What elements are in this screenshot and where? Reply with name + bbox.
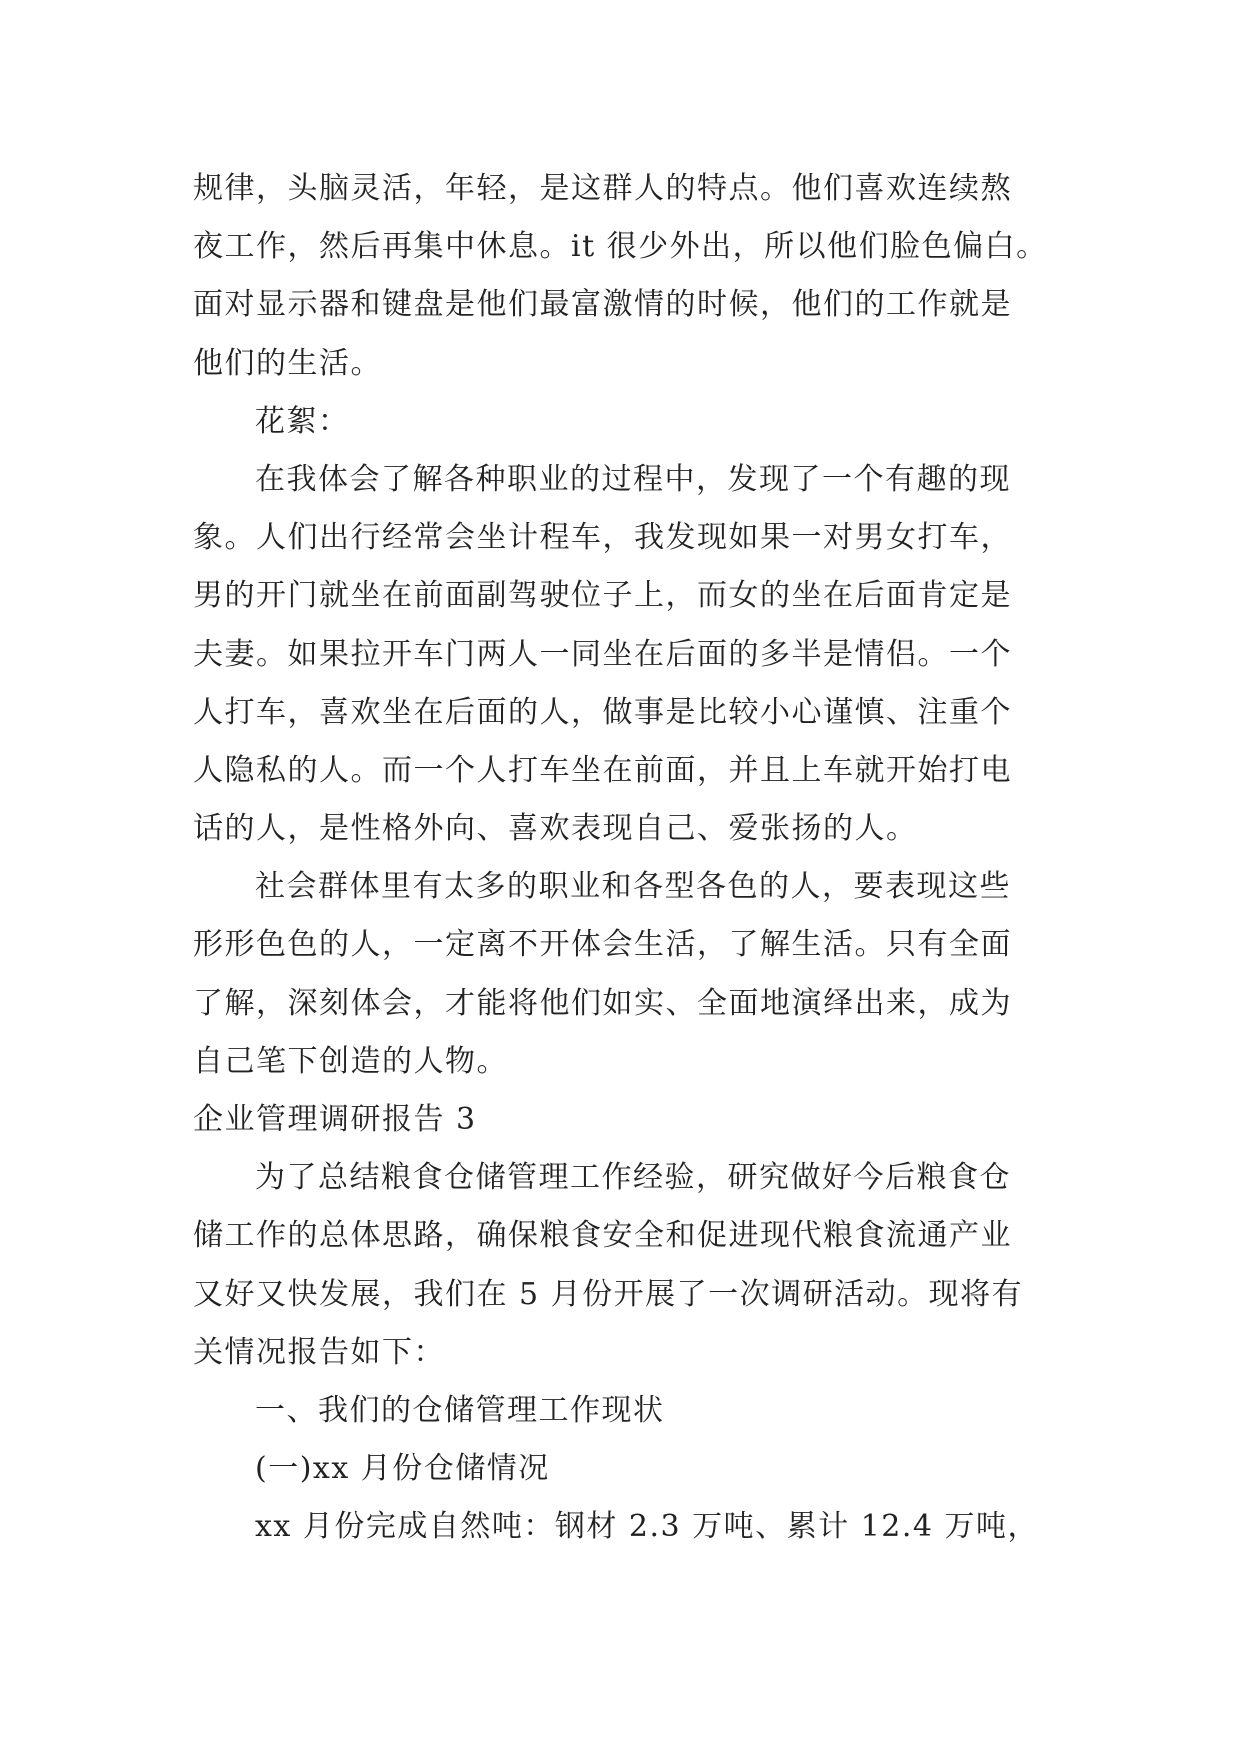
text-line: 面对显示器和键盘是他们最富激情的时候，他们的工作就是 [193,287,1012,323]
text-line: 了解，深刻体会，才能将他们如实、全面地演绎出来，成为 [193,985,1012,1021]
text-line: 夜工作，然后再集中休息。it 很少外出，所以他们脸色偏白。 [193,229,1048,265]
text-line: 储工作的总体思路，确保粮食安全和促进现代粮食流通产业 [193,1218,1012,1254]
document-body [193,160,1083,1557]
text-line: 夫妻。如果拉开车门两人一同坐在后面的多半是情侣。一个 [193,636,1012,672]
text-line: 规律，头脑灵活，年轻，是这群人的特点。他们喜欢连续熬 [193,171,1012,206]
text-line: 他们的生活。 [193,345,382,381]
text-line: xx 月份完成自然吨：钢材 2.3 万吨、累计 12.4 万吨， [255,1509,1040,1545]
text-line: 社会群体里有太多的职业和各型各色的人，要表现这些 [255,869,1011,905]
text-line: 男的开门就坐在前面副驾驶位子上，而女的坐在后面肯定是 [193,578,1012,614]
text-line: 象。人们出行经常会坐计程车，我发现如果一对男女打车， [193,520,1012,556]
subsection-heading: (一)xx 月份仓储情况 [255,1451,550,1487]
section-heading: 企业管理调研报告 3 [193,1102,477,1137]
text-line: 为了总结粮食仓储管理工作经验，研究做好今后粮食仓 [255,1160,1011,1196]
text-line: 又好又快发展，我们在 5 月份开展了一次调研活动。现将有 [193,1276,1024,1312]
text-line: 关情况报告如下： [193,1334,445,1370]
subsection-heading: 一、我们的仓储管理工作现状 [255,1392,665,1428]
text-line: 自己笔下创造的人物。 [193,1043,508,1079]
section-label: 花絮： [255,403,350,439]
text-line: 话的人，是性格外向、喜欢表现自己、爱张扬的人。 [193,811,918,847]
text-line: 人隐私的人。而一个人打车坐在前面，并且上车就开始打电 [193,752,1012,788]
text-line: 人打车，喜欢坐在后面的人，做事是比较小心谨慎、注重个 [193,694,1012,730]
text-line: 形形色色的人，一定离不开体会生活，了解生活。只有全面 [193,927,1012,963]
text-line: 在我体会了解各种职业的过程中，发现了一个有趣的现 [255,461,1011,497]
